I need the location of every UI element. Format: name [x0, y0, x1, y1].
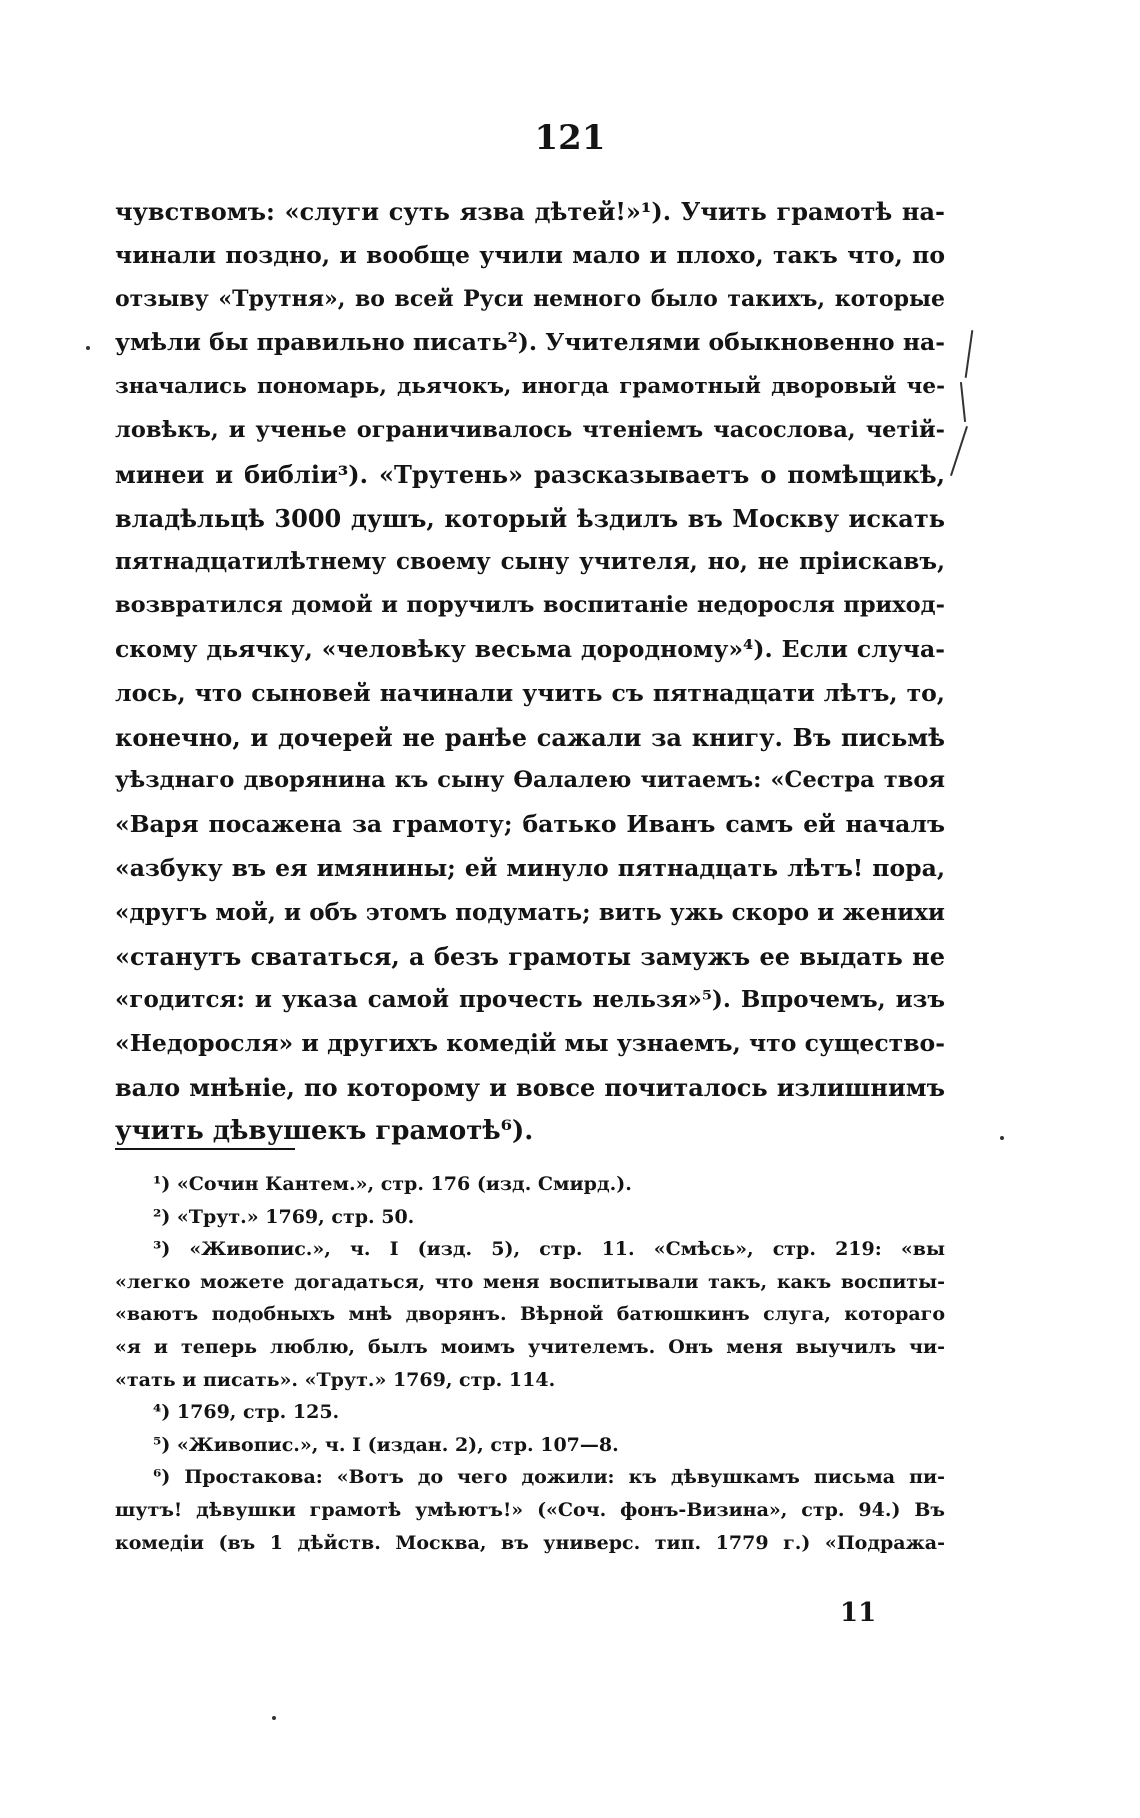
footnote-line: «ваютъ подобныхъ мнѣ дворянъ. Вѣрной батюшкинъ слуга, котораго: [115, 1303, 945, 1326]
text-line: чувствомъ: «слуги суть язва дѣтей!»¹). Учить грамотѣ на-: [115, 197, 945, 226]
text-line: умѣли бы правильно писать²). Учителями обыкновенно на-: [115, 328, 945, 357]
text-line: минеи и библіи³). «Трутень» разсказываетъ о помѣщикѣ,: [115, 459, 945, 489]
text-line: скому дьячку, «человѣку весьма дородному»⁴). Если случа-: [115, 634, 945, 663]
footnote-line: ¹) «Сочин Кантем.», стр. 176 (изд. Смирд.).: [153, 1173, 632, 1195]
main-text: [115, 190, 945, 1154]
footnote-line: «легко можете догадаться, что меня воспитывали такъ, какъ воспиты-: [115, 1270, 945, 1293]
text-line: учить дѣвушекъ грамотѣ⁶).: [115, 1115, 534, 1146]
text-line: возвратился домой и поручилъ воспитаніе недоросля приход-: [115, 592, 945, 619]
footnote-line: ⁶) Простакова: «Вотъ до чего дожили: къ дѣвушкамъ письма пи-: [153, 1466, 945, 1489]
text-line: «Варя посажена за грамоту; батько Иванъ самъ ей началъ: [115, 810, 945, 839]
text-line: чинали поздно, и вообще учили мало и плохо, такъ что, по: [115, 240, 945, 269]
text-line: уѣзднаго дворянина къ сыну Ѳалалею читаемъ: «Сестра твоя: [115, 767, 945, 794]
text-line: ловѣкъ, и ученье ограничивалось чтеніемъ часослова, четій-: [115, 416, 945, 443]
footnote-line: ³) «Живопис.», ч. I (изд. 5), стр. 11. «Смѣсь», стр. 219: «вы: [153, 1238, 945, 1261]
signature-mark: 11: [840, 1598, 877, 1628]
footnotes: [115, 1168, 945, 1559]
text-line: владѣльцѣ 3000 душъ, который ѣздилъ въ Москву искать: [115, 503, 945, 533]
text-line: «Недоросля» и другихъ комедій мы узнаемъ, что существо-: [115, 1029, 945, 1058]
text-line: лось, что сыновей начинали учить съ пятнадцати лѣтъ, то,: [115, 678, 945, 707]
dot-mark: [272, 1716, 276, 1720]
footnote-line: комедіи (въ 1 дѣйств. Москва, въ универс. тип. 1779 г.) «Подража-: [115, 1531, 945, 1554]
text-line: «годится: и указа самой прочесть нельзя»⁵). Впрочемъ, изъ: [115, 986, 945, 1014]
text-line: пятнадцатилѣтнему своему сыну учителя, но, не пріискавъ,: [115, 548, 945, 576]
dot-mark: [86, 346, 90, 350]
footnote-line: ⁵) «Живопис.», ч. I (издан. 2), стр. 107—8.: [153, 1433, 619, 1456]
footnote-line: «тать и писать». «Трут.» 1769, стр. 114.: [115, 1368, 556, 1391]
dot-mark: [1000, 1136, 1004, 1140]
text-line: отзыву «Трутня», во всей Руси немного было такихъ, которые: [115, 285, 945, 312]
text-line: «азбуку въ ея имянины; ей минуло пятнадцать лѣтъ! пора,: [115, 853, 945, 882]
text-line: значались пономарь, дьячокъ, иногда грамотный дворовый че-: [115, 374, 945, 400]
text-line: «другъ мой, и объ этомъ подумать; вить ужь скоро и женихи: [115, 898, 945, 926]
footnote-separator: [115, 1148, 295, 1150]
footnote-line: шутъ! дѣвушки грамотѣ умѣютъ!» («Соч. фонъ-Визина», стр. 94.) Въ: [115, 1498, 945, 1521]
footnote-line: ²) «Трут.» 1769, стр. 50.: [153, 1205, 415, 1228]
margin-pencil-mark: [960, 382, 966, 422]
margin-pencil-mark: [965, 330, 974, 378]
footnote-line: ⁴) 1769, стр. 125.: [153, 1401, 340, 1424]
margin-pencil-mark: [950, 426, 968, 476]
text-line: вало мнѣніе, по которому и вовсе почиталось излишнимъ: [115, 1072, 945, 1102]
footnote-line: «я и теперь люблю, былъ моимъ учителемъ. Онъ меня выучилъ чи-: [115, 1335, 945, 1358]
page-number: 121: [534, 118, 606, 158]
text-line: «станутъ свататься, а безъ грамоты замужъ ее выдать не: [115, 941, 945, 971]
text-line: конечно, и дочерей не ранѣе сажали за книгу. Въ письмѣ: [115, 722, 945, 752]
